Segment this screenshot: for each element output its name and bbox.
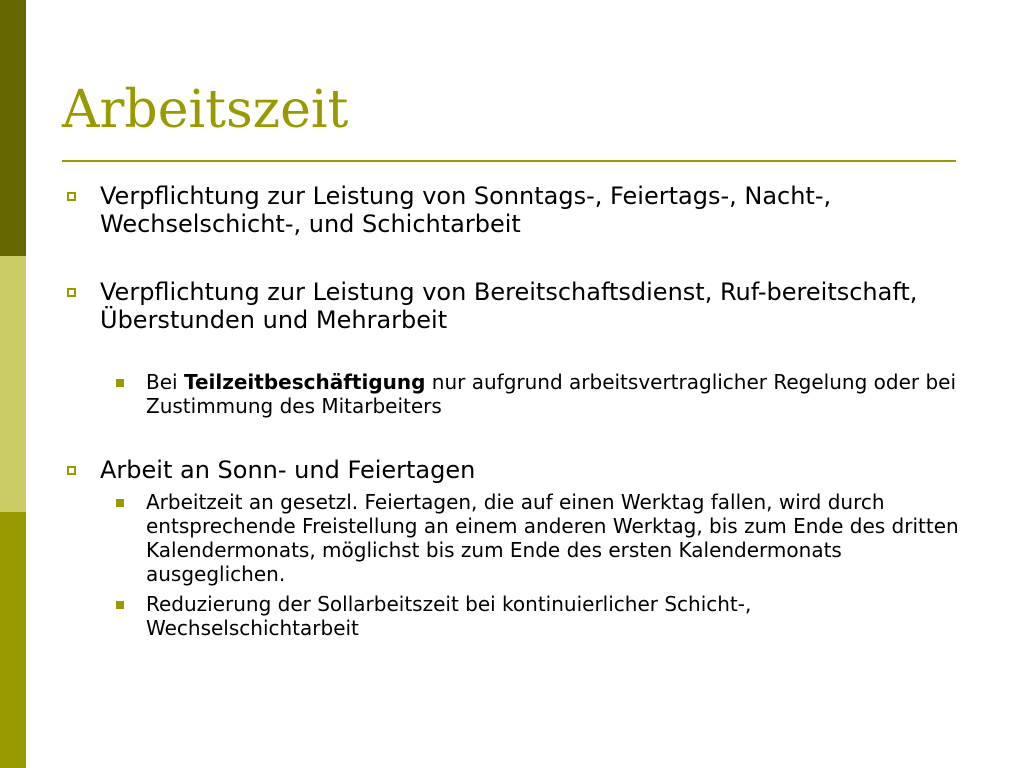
bullet-item-3 [62,456,962,484]
bullet-item-1 [62,182,962,238]
sidebar-band-top [0,0,26,256]
sub-bullet-text: Arbeitzeit an gesetzl. Feiertagen, die auf einen Werktag fallen, wird durch entsprechende Freistellung an einem anderen Werktag, bis zum Ende des dritten Kalendermonats, möglichst bis zum Ende des ersten Kalendermonats ausgeglichen. [146,490,959,586]
title-divider [62,160,956,162]
hollow-square-bullet-icon [67,288,76,297]
bullet-text: Verpflichtung zur Leistung von Bereitschaftsdienst, Ruf-bereitschaft, Überstunden und Mehrarbeit [100,278,918,334]
sidebar-band-bottom [0,512,26,768]
filled-square-bullet-icon [116,499,124,507]
sub-bullet-item-1 [62,370,962,418]
bullet-text: Arbeit an Sonn- und Feiertagen [100,456,476,484]
sub-bullet-bold-term: Teilzeitbeschäftigung [183,370,426,394]
hollow-square-bullet-icon [67,192,76,201]
filled-square-bullet-icon [116,379,124,387]
filled-square-bullet-icon [116,601,124,609]
sidebar-band-middle [0,256,26,512]
bullet-text: Verpflichtung zur Leistung von Sonntags-, Feiertags-, Nacht-, Wechselschicht-, und Schichtarbeit [100,182,832,238]
sub-bullet-item-2 [62,490,962,586]
bullet-item-2 [62,278,962,334]
sub-bullet-suffix: nur aufgrund arbeitsvertraglicher Regelung oder bei Zustimmung des Mitarbeiters [146,370,957,418]
slide-title: Arbeitszeit [62,80,349,140]
sub-bullet-text: Reduzierung der Sollarbeitszeit bei kontinuierlicher Schicht-, Wechselschichtarbeit [146,592,752,640]
sub-bullet-prefix: Bei [146,370,184,394]
sub-bullet-item-3 [62,592,962,640]
hollow-square-bullet-icon [67,466,76,475]
slide-body [62,182,962,640]
